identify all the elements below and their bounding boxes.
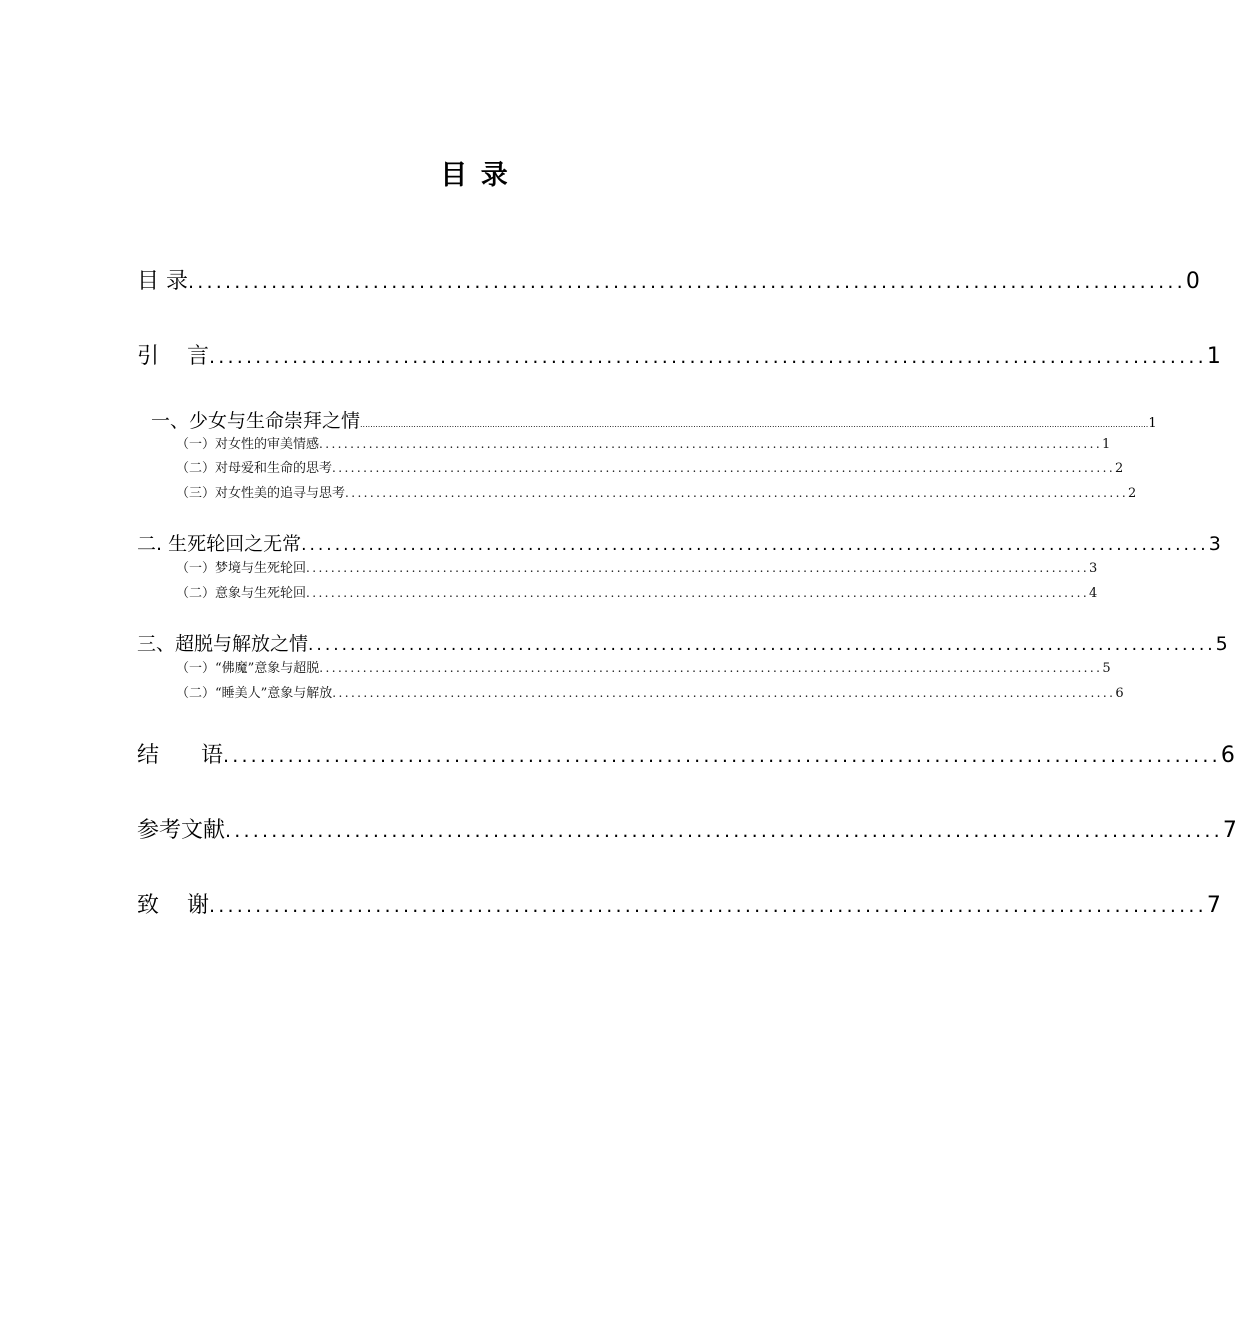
toc-page-number: 5 (1215, 633, 1228, 655)
toc-entry-label: 一、少女与生命崇拜之情 (151, 410, 361, 432)
toc-entry-references[interactable] (137, 813, 1237, 847)
toc-entry-label: 致 谢 (137, 893, 209, 918)
toc-entry-section-2-1[interactable] (176, 557, 1098, 577)
dot-leader: .............................................................................................................................. (332, 461, 1116, 475)
dot-leader: ............................................................................................................ (222, 745, 1221, 767)
toc-entry-conclusion[interactable] (137, 738, 1235, 772)
toc-page-number: 2 (1115, 461, 1124, 476)
dot-leader: ............................................................................................................ (208, 895, 1207, 917)
toc-entry-chapter-3[interactable] (137, 629, 1228, 657)
dot-leader: ............................................................................................................ (225, 820, 1223, 842)
dot-leader: ............................................................................................................ (308, 635, 1216, 655)
toc-entry-label: （三）对女性美的追寻与思考 (176, 486, 346, 501)
dot-leader: ...................................................................................................................................................................................................................................................................................................................... (360, 420, 1149, 429)
dot-leader: .............................................................................................................................. (345, 486, 1129, 500)
toc-entry-label: （一）对女性的审美情感 (176, 437, 320, 452)
toc-page-number: 1 (1148, 416, 1157, 431)
toc-entry-introduction[interactable] (137, 339, 1221, 373)
toc-page-number: 0 (1185, 269, 1200, 294)
toc-entry-section-1-3[interactable] (176, 482, 1137, 502)
toc-entry-section-1-2[interactable] (176, 457, 1124, 477)
toc-entry-label: 三、超脱与解放之情 (137, 633, 309, 655)
toc-entry-section-3-1[interactable] (176, 657, 1111, 677)
toc-entry-label: （二）“睡美人”意象与解放 (176, 686, 333, 701)
dot-leader: .............................................................................................................................. (306, 561, 1090, 575)
toc-entry-label: 引 言 (137, 344, 209, 369)
toc-page-number: 6 (1115, 686, 1124, 701)
page-title: 目 录 (440, 160, 510, 191)
dot-leader: ............................................................................................................ (301, 535, 1209, 555)
dot-leader: ............................................................................................................ (208, 346, 1207, 368)
toc-page-number: 5 (1102, 661, 1111, 676)
toc-entry-chapter-2[interactable] (137, 529, 1221, 557)
toc-page-number: 1 (1206, 344, 1221, 369)
toc-entry-label: （一）梦境与生死轮回 (176, 561, 307, 576)
toc-page-number: 1 (1102, 437, 1111, 452)
dot-leader: ............................................................................................................ (188, 271, 1186, 293)
toc-entry-label: （二）意象与生死轮回 (176, 586, 307, 601)
dot-leader: .............................................................................................................................. (319, 437, 1103, 451)
toc-entry-contents[interactable] (137, 264, 1200, 298)
toc-page-number: 4 (1089, 586, 1098, 601)
dot-leader: .............................................................................................................................. (306, 586, 1090, 600)
toc-entry-chapter-1[interactable] (151, 406, 1157, 434)
toc-entry-section-2-2[interactable] (176, 582, 1098, 602)
toc-entry-section-1-1[interactable] (176, 433, 1111, 453)
toc-entry-label: 二. 生死轮回之无常 (137, 533, 302, 555)
toc-page-number: 7 (1206, 893, 1221, 918)
dot-leader: .............................................................................................................................. (319, 661, 1103, 675)
dot-leader: .............................................................................................................................. (332, 686, 1116, 700)
toc-page-number: 2 (1128, 486, 1137, 501)
toc-page-number: 6 (1220, 743, 1235, 768)
toc-entry-label: 参考文献 (137, 818, 226, 843)
toc-page-number: 3 (1089, 561, 1098, 576)
toc-entry-section-3-2[interactable] (176, 682, 1124, 702)
toc-entry-label: 目 录 (137, 269, 188, 294)
toc-entry-label: （二）对母爱和生命的思考 (176, 461, 333, 476)
toc-entry-acknowledgements[interactable] (137, 888, 1221, 922)
toc-entry-label: （一）“佛魔”意象与超脱 (176, 661, 320, 676)
toc-page-number: 3 (1208, 533, 1221, 555)
toc-entry-label: 结 语 (137, 743, 223, 768)
toc-page-number: 7 (1222, 818, 1237, 843)
